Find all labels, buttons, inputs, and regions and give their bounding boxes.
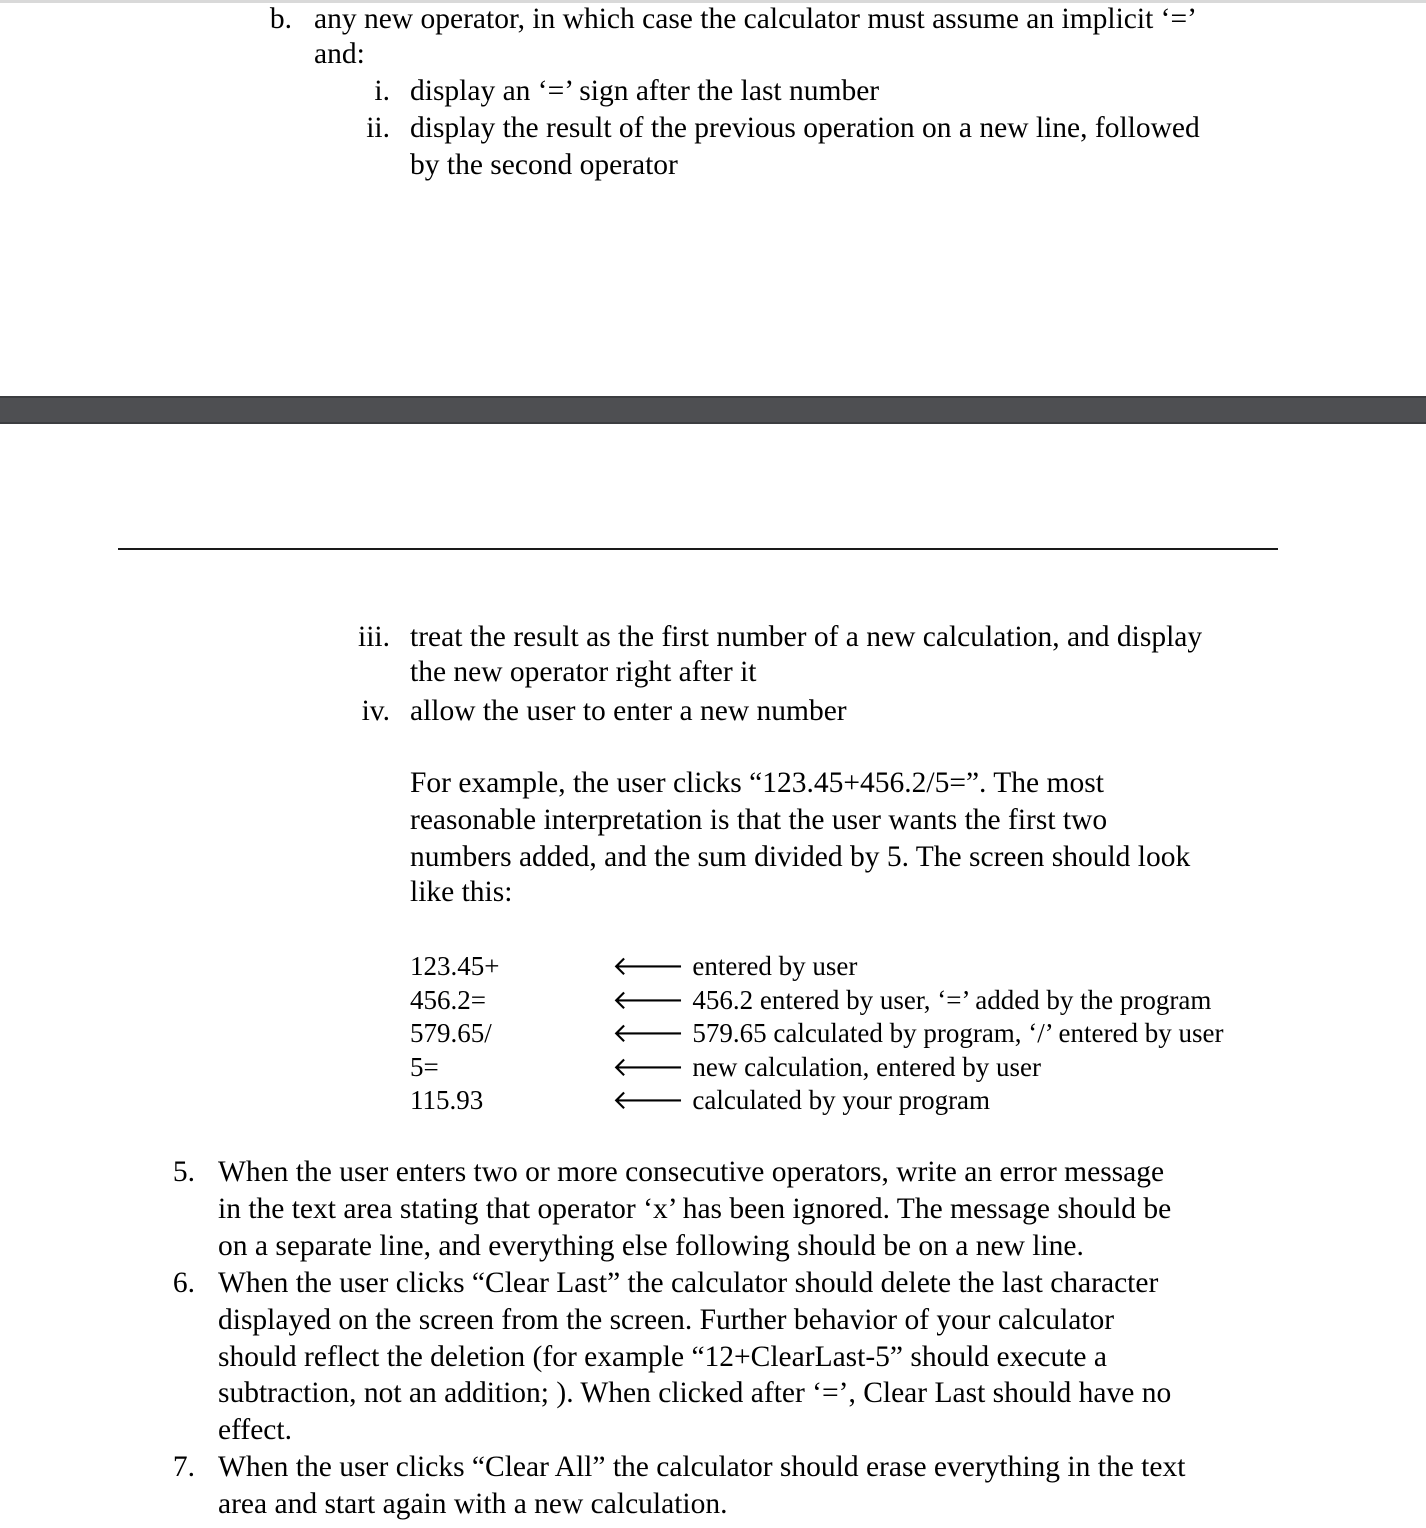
text-line: and: xyxy=(314,38,365,70)
page-break xyxy=(0,396,1426,424)
display-note xyxy=(612,987,1211,1014)
text-line: displayed on the screen from the screen. Further behavior of your calculator xyxy=(218,1304,1115,1336)
note-text: calculated by your program xyxy=(692,1085,991,1115)
left-arrow-icon: 🡐 xyxy=(612,1018,685,1048)
text-line: For example, the user clicks “123.45+456.2/5=”. The most xyxy=(410,767,1104,799)
list-marker: 7. xyxy=(172,1451,195,1483)
note-text: new calculation, entered by user xyxy=(692,1052,1042,1082)
display-note xyxy=(612,1054,1041,1081)
text-line: any new operator, in which case the calculator must assume an implicit ‘=’ xyxy=(314,3,1197,35)
display-note xyxy=(612,953,857,980)
list-marker: 6. xyxy=(172,1267,195,1299)
text-line: by the second operator xyxy=(410,149,678,181)
list-marker: i. xyxy=(374,75,390,107)
list-marker: ii. xyxy=(366,112,390,144)
text-line: reasonable interpretation is that the user wants the first two xyxy=(410,804,1108,836)
note-text: entered by user xyxy=(692,951,858,981)
header-rule xyxy=(118,548,1278,550)
text-line: When the user clicks “Clear Last” the calculator should delete the last character xyxy=(218,1267,1159,1299)
text-line: When the user enters two or more consecutive operators, write an error message xyxy=(218,1156,1165,1188)
display-entry: 579.65/ xyxy=(410,1018,492,1048)
list-marker: iii. xyxy=(358,621,390,653)
text-line: display the result of the previous operation on a new line, followed xyxy=(410,112,1200,144)
list-marker: b. xyxy=(269,3,292,35)
text-line: display an ‘=’ sign after the last number xyxy=(410,75,880,107)
display-entry: 115.93 xyxy=(410,1085,484,1115)
text-line: should reflect the deletion (for example “12+ClearLast-5” should execute a xyxy=(218,1341,1107,1373)
display-entry: 5= xyxy=(410,1052,439,1082)
text-line: When the user clicks “Clear All” the calculator should erase everything in the text xyxy=(218,1451,1186,1483)
display-entry: 123.45+ xyxy=(410,951,500,981)
left-arrow-icon: 🡐 xyxy=(612,985,685,1015)
display-entry: 456.2= xyxy=(410,985,486,1015)
text-line: numbers added, and the sum divided by 5. The screen should look xyxy=(410,841,1191,873)
left-arrow-icon: 🡐 xyxy=(612,1085,685,1115)
text-line: area and start again with a new calculation. xyxy=(218,1488,728,1520)
text-line: in the text area stating that operator ‘x’ has been ignored. The message should be xyxy=(218,1193,1172,1225)
list-marker: iv. xyxy=(361,695,390,727)
text-line: like this: xyxy=(410,876,513,908)
text-line: subtraction, not an addition; ). When clicked after ‘=’, Clear Last should have no xyxy=(218,1377,1172,1409)
text-line: treat the result as the first number of a new calculation, and display xyxy=(410,621,1203,653)
note-text: 579.65 calculated by program, ‘/’ entered by user xyxy=(692,1018,1224,1048)
list-marker: 5. xyxy=(172,1156,195,1188)
display-note xyxy=(612,1087,990,1114)
text-line: on a separate line, and everything else following should be on a new line. xyxy=(218,1230,1084,1262)
left-arrow-icon: 🡐 xyxy=(612,1052,685,1082)
text-line: allow the user to enter a new number xyxy=(410,695,847,727)
display-note xyxy=(612,1020,1223,1047)
text-line: effect. xyxy=(218,1414,292,1446)
note-text: 456.2 entered by user, ‘=’ added by the program xyxy=(692,985,1212,1015)
text-line: the new operator right after it xyxy=(410,656,757,688)
left-arrow-icon: 🡐 xyxy=(612,951,685,981)
